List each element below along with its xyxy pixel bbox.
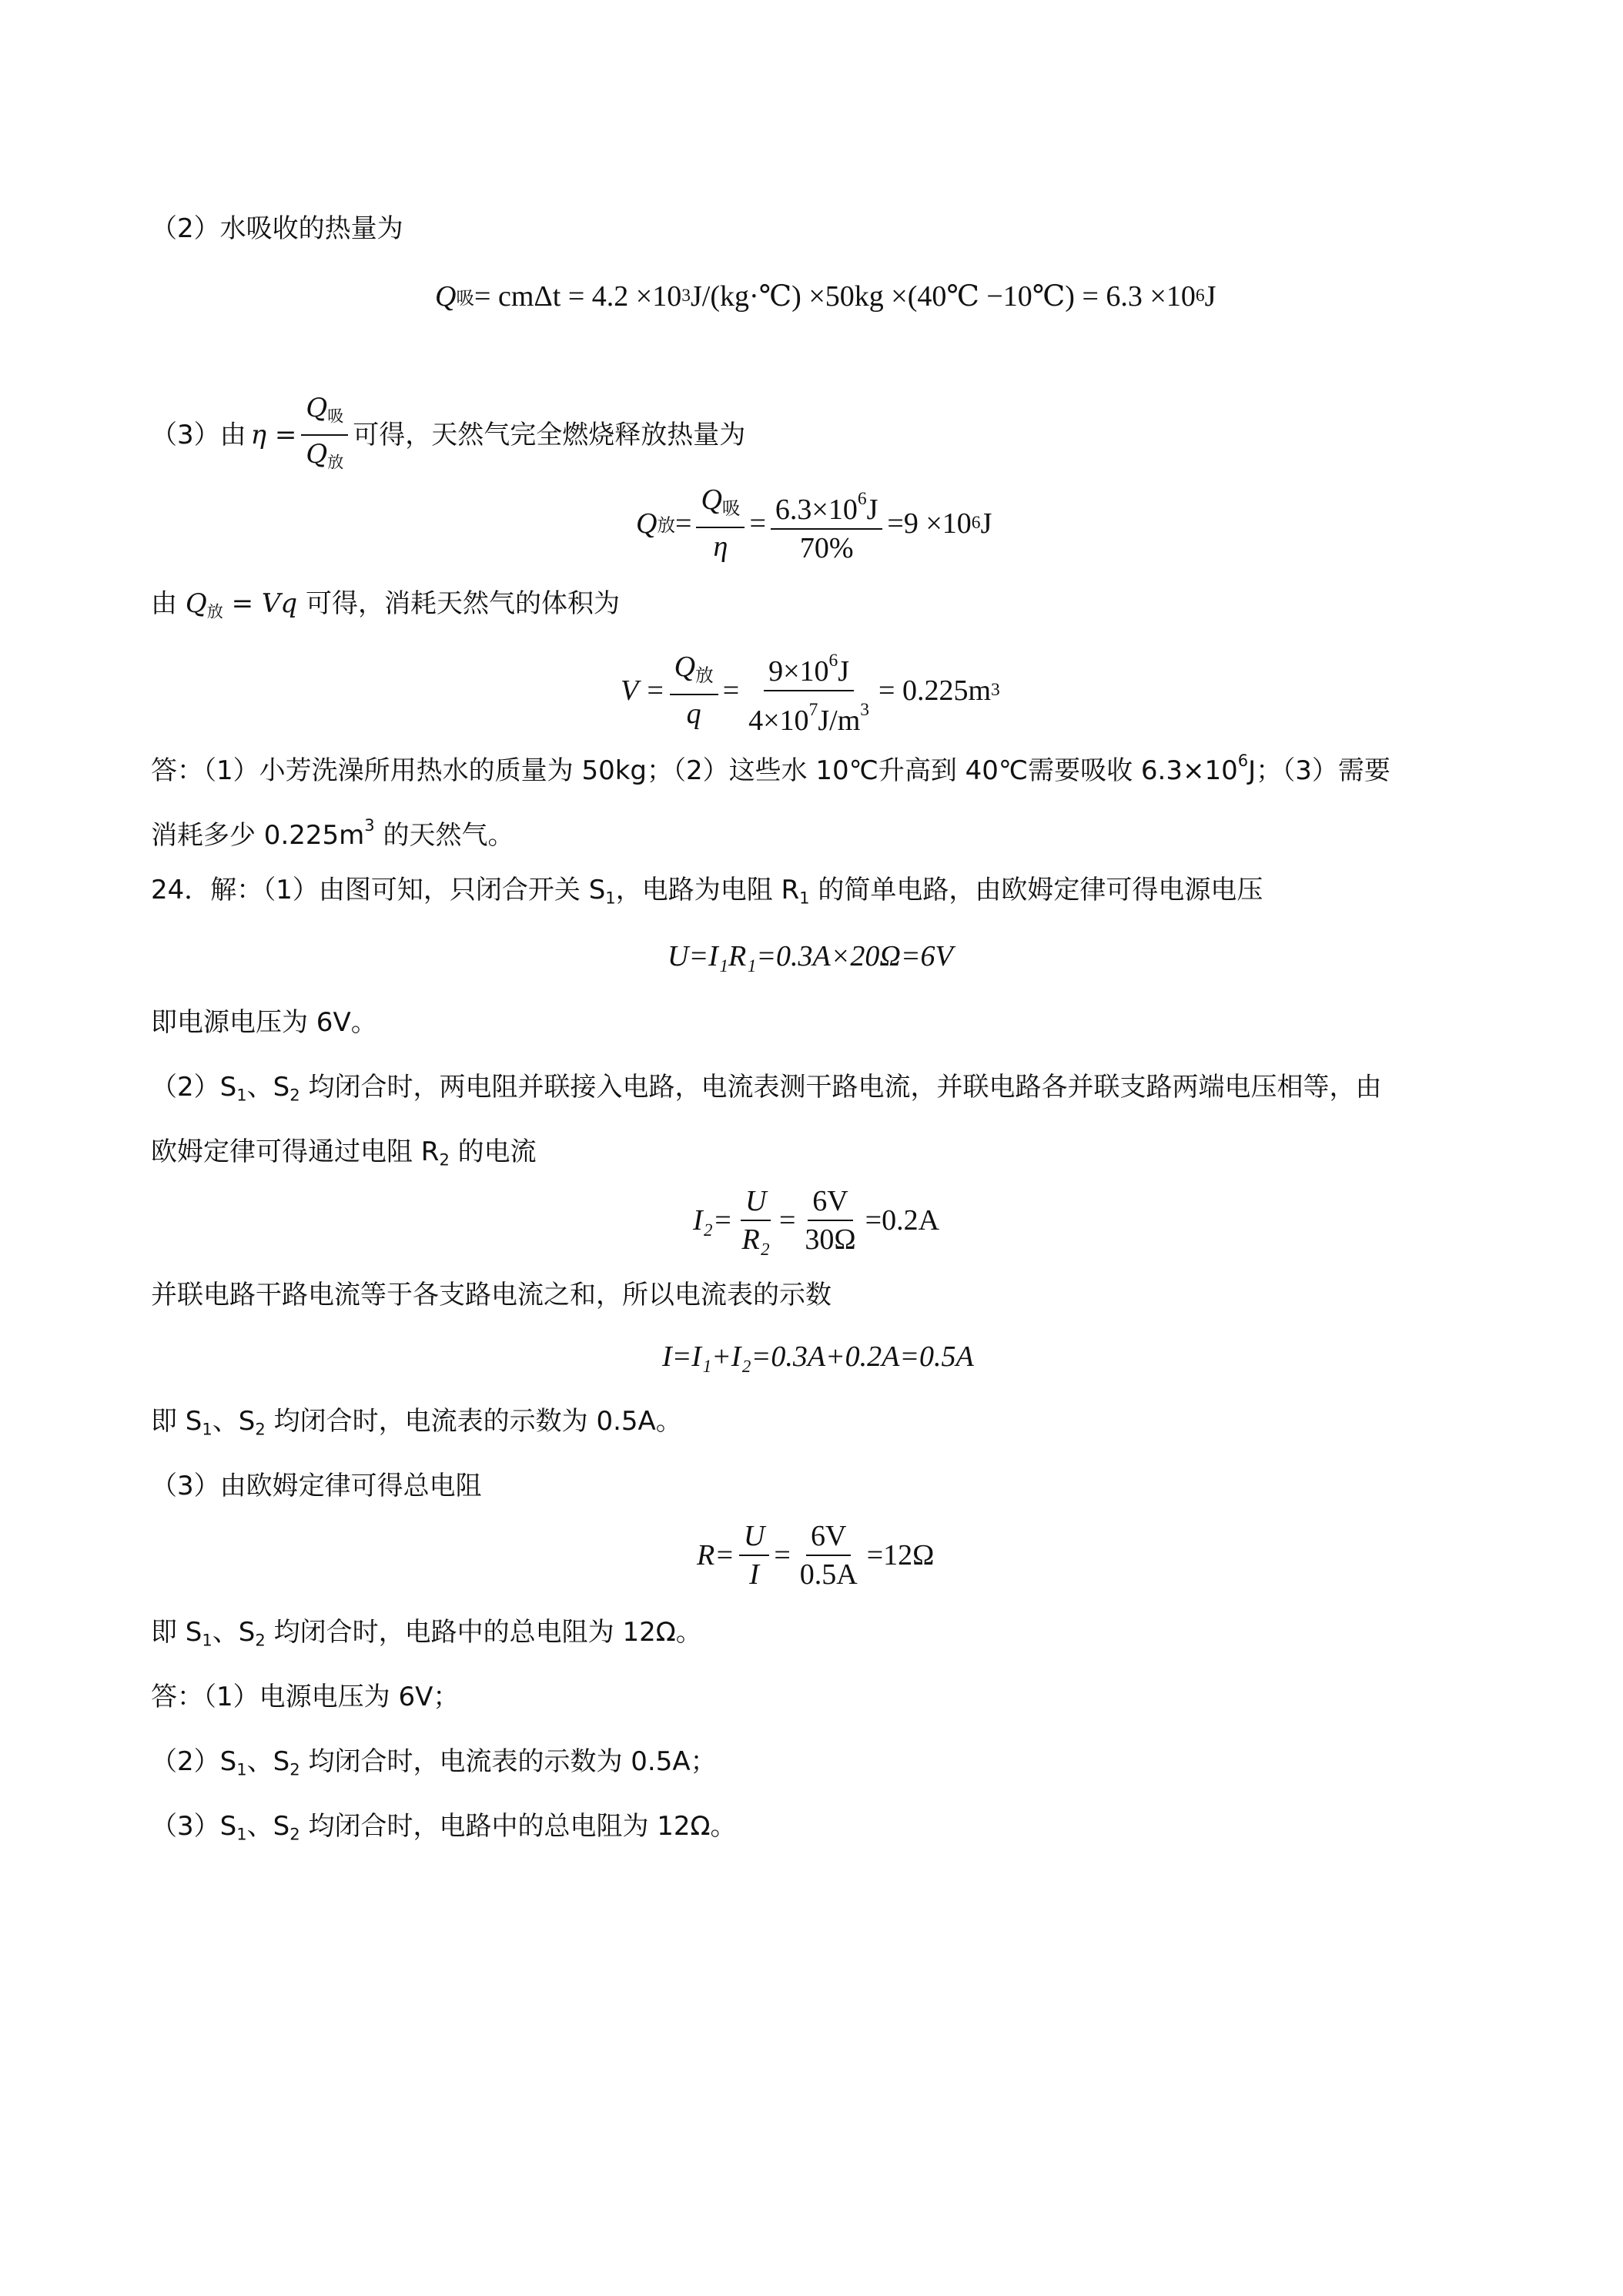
current-conclusion: 即 $S_1$、$S_2$ 均闭合时，电流表的示数为 0.5A。 — [151, 1406, 682, 1439]
q24-part2-line2: 欧姆定律可得通过电阻 $R_2$ 的电流 — [151, 1136, 537, 1170]
equation-volume: V = $\frac{Q_放}{q}$ = $\frac{9\times 10^6J}{4\times 10^7J/m^3}$ = 0.225m 3 — [621, 645, 1000, 736]
answer-23-line2: 消耗多少 $0.225m^3$ 的天然气。 — [151, 815, 514, 851]
q24-part1: 24．解：（1）由图可知，只闭合开关 $S_1$，电路为电阻 $R_1$ 的简单电路，由欧姆定律可得电源电压 — [151, 875, 1263, 908]
q24-part2-line1: $(2)S_1$、$S_2$ 均闭合时，两电阻并联接入电路，电流表测干路电流，并联电路各并联支路两端电压相等，由 — [151, 1072, 1382, 1105]
part3-efficiency: （3）由 η = $\frac{Q_吸}{Q_放}$ 可得，天然气完全燃烧释放热量为 — [151, 393, 745, 478]
equation-total-current: I=I₁+I₂=0.3A+0.2A=0.5A — [662, 1340, 974, 1373]
efficiency-fraction: $\frac{Q_吸}{Q_放}$ — [301, 393, 348, 478]
equation-voltage: U=I₁R₁=0.3A×20Ω=6V — [668, 940, 953, 972]
voltage-conclusion: 即电源电压为 6V。 — [151, 1007, 377, 1038]
answer-24-line3: $(3)S_1$、$S_2$ 均闭合时，电路中的总电阻为 12Ω。 — [151, 1811, 737, 1844]
part2-intro: （2）水吸收的热量为 — [151, 213, 403, 244]
answer-23-line1: 答：（1）小芳洗澡所用热水的质量为 50kg；（2）这些水 10℃升高到 40℃需要吸收 $6.3\times 10^6J$；（3）需要 — [151, 751, 1390, 786]
equation-current-r2: I₂= $\frac{U}{\text{R₂}}$ = $\frac{6V}{30\Omega}$ =0.2A — [693, 1185, 940, 1256]
equation-heat-absorbed: Q 吸 = cmΔt = 4.2 ×10 3 J/(kg·℃) ×50kg ×(40℃ −10℃) = 6.3 ×10 6 J — [435, 279, 1216, 313]
resistance-conclusion: 即 $S_1$、$S_2$ 均闭合时，电路中的总电阻为 12Ω。 — [151, 1617, 702, 1650]
equation-total-resistance: R= $\frac{U}{I}$ = $\frac{6V}{0.5A}$ =12Ω — [697, 1520, 935, 1591]
equation-heat-released: Q 放 = $\frac{Q_吸}{\eta}$ = $\frac{6.3\times 10^6J}{70\%}$ =9 ×10 6 J — [636, 484, 992, 564]
answer-24-line1: 答：（1）电源电压为 6V； — [151, 1682, 460, 1712]
answer-24-line2: $(2)S_1$、$S_2$ 均闭合时，电流表的示数为 0.5A； — [151, 1746, 717, 1779]
q24-part3: （3）由欧姆定律可得总电阻 — [151, 1471, 482, 1501]
volume-intro: 由 $Q_放 = Vq$ 可得，消耗天然气的体积为 — [151, 588, 620, 621]
parallel-sum-text: 并联电路干路电流等于各支路电流之和，所以电流表的示数 — [151, 1280, 832, 1310]
